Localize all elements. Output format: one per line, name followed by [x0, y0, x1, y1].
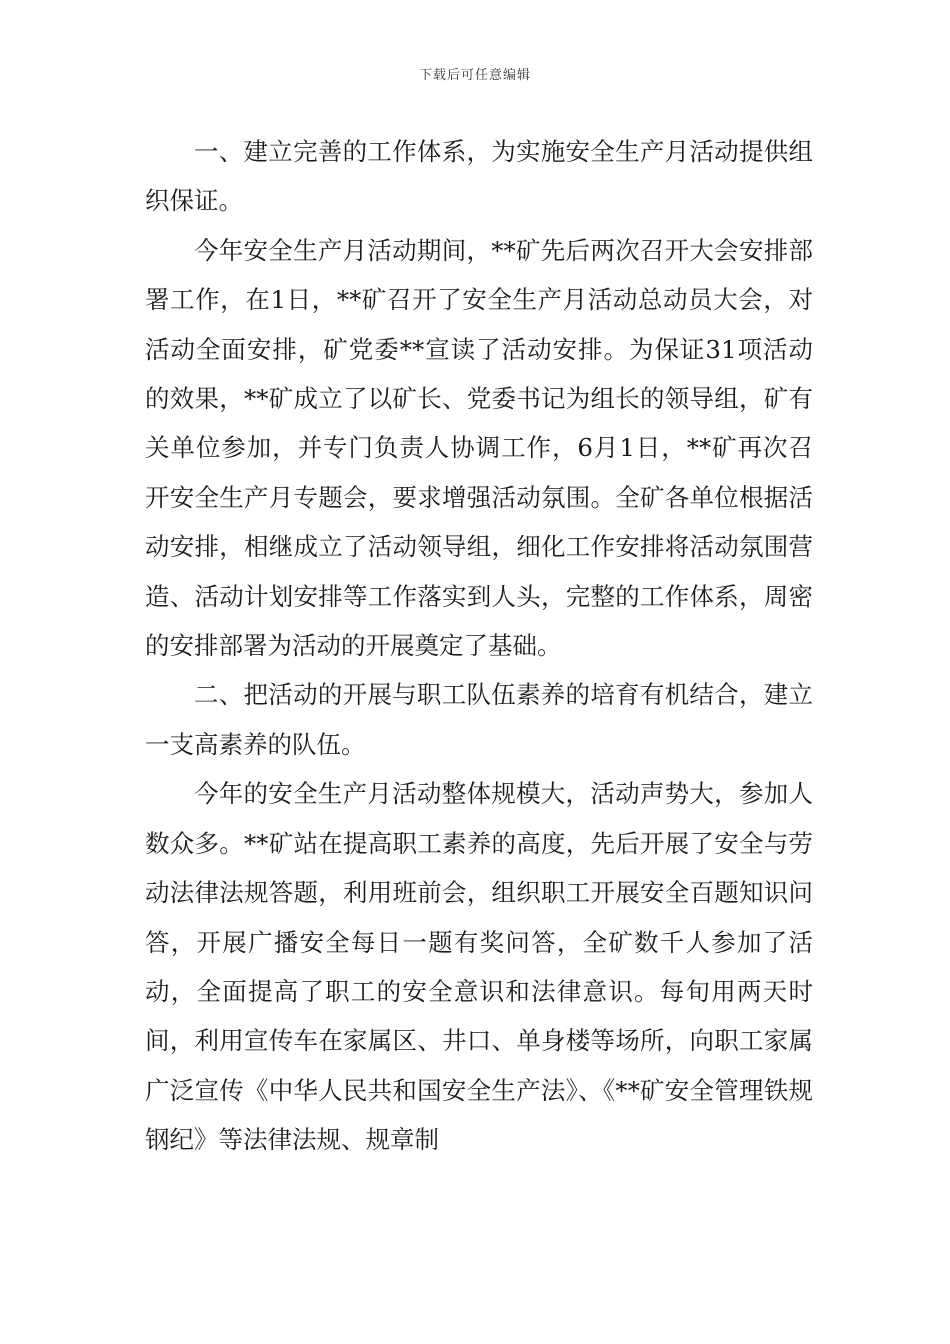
section-heading-2: 二、把活动的开展与职工队伍素养的培育有机结合，建立一支高素养的队伍。: [145, 680, 813, 759]
body-paragraph-2: 今年的安全生产月活动整体规模大，活动声势大，参加人数众多。**矿站在提高职工素养的高度，先后开展了安全与劳动法律法规答题，利用班前会，组织职工开展安全百题知识问答，开展广播安全每日一题有奖问答，全矿数千人参加了活动，全面提高了职工的安全意识和法律意识。每旬用两天时间，利用宣传车在家属区、井口、单身楼等场所，向职工家属广泛宣传《中华人民共和国安全生产法》、《**矿安全管理铁规钢纪》等法律法规、规章制: [145, 779, 813, 1155]
body-paragraph-1: 今年安全生产月活动期间，**矿先后两次召开大会安排部署工作，在1日，**矿召开了安全生产月活动总动员大会，对活动全面安排，矿党委**宣读了活动安排。为保证31项活动的效果，**矿成立了以矿长、党委书记为组长的领导组，矿有关单位参加，并专门负责人协调工作，6月1日，**矿再次召开安全生产月专题会，要求增强活动氛围。全矿各单位根据活动安排，相继成立了活动领导组，细化工作安排将活动氛围营造、活动计划安排等工作落实到人头，完整的工作体系，周密的安排部署为活动的开展奠定了基础。: [145, 235, 813, 661]
section-heading-1: 一、建立完善的工作体系，为实施安全生产月活动提供组织保证。: [145, 137, 813, 216]
page-header: 下载后可任意编辑: [418, 68, 531, 83]
document-body: [145, 127, 813, 1165]
